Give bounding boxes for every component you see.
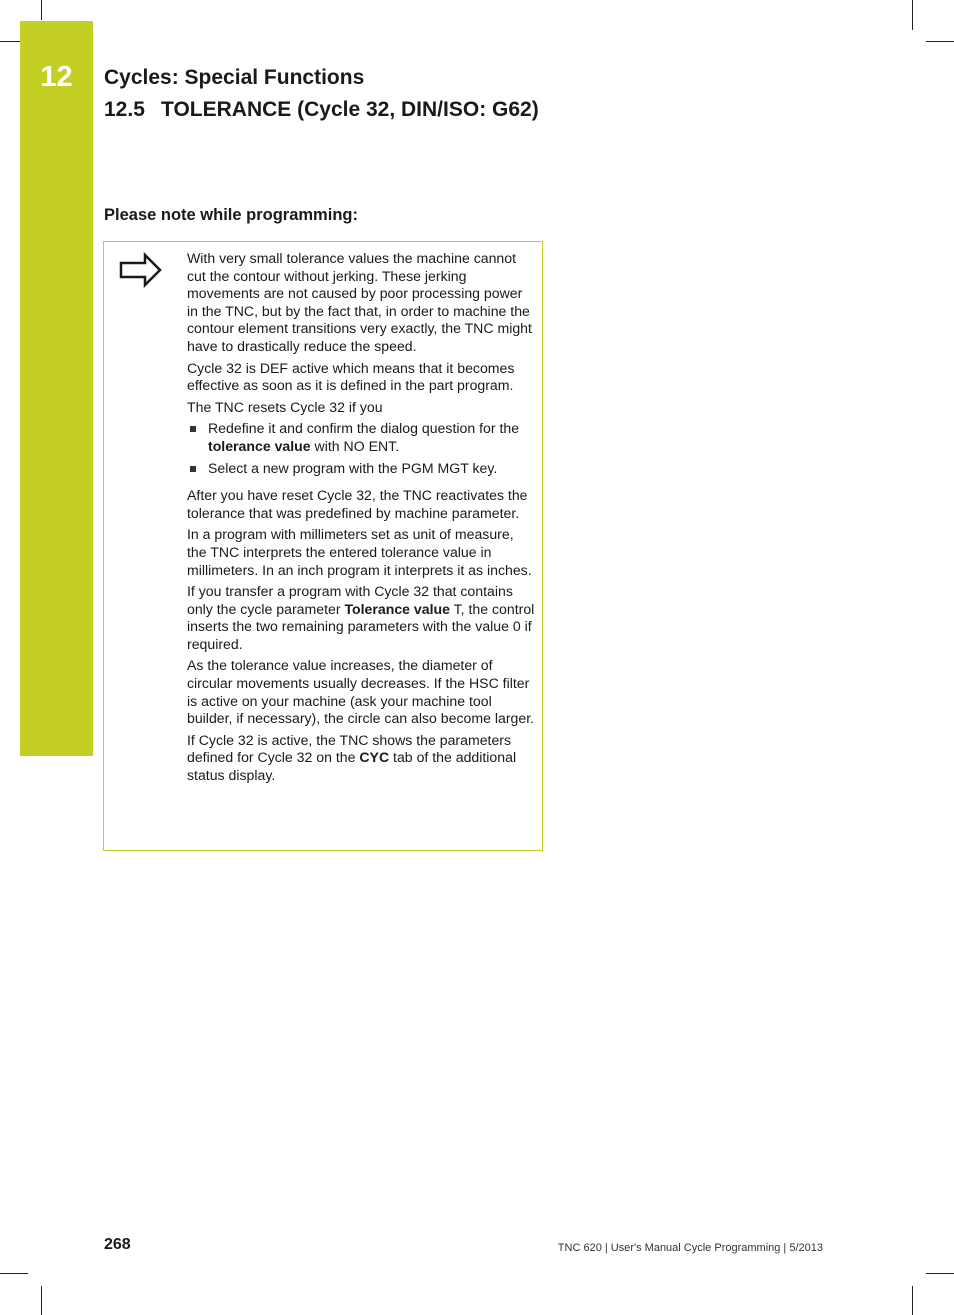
note-content [187, 250, 537, 789]
note-paragraph: With very small tolerance values the machine cannot cut the contour without jerking. These jerking movements are not caused by poor processing power in the TNC, but by the fact that, in order to machine the contour element transitions very exactly, the TNC might have to drastically reduce the speed. [187, 250, 532, 354]
note-paragraph: The TNC resets Cycle 32 if you [187, 398, 383, 415]
crop-mark [912, 1286, 913, 1315]
note-paragraph: After you have reset Cycle 32, the TNC reactivates the tolerance that was predefined by machine parameter. [187, 487, 528, 521]
bullet-icon [190, 466, 196, 472]
parameter-name: Tolerance value [344, 600, 450, 617]
section-title [104, 98, 539, 122]
crop-mark [926, 1273, 954, 1274]
note-paragraph: If Cycle 32 is active, the TNC shows the parameters defined for Cycle 32 on the CYC tab of the additional status display. [187, 731, 517, 784]
right-arrow-icon [119, 252, 163, 288]
note-paragraph: In a program with millimeters set as unit of measure, the TNC interprets the entered tolerance value in millimeters. In an inch program it interprets it as inches. [187, 526, 532, 578]
note-paragraph: If you transfer a program with Cycle 32 that contains only the cycle parameter Tolerance value T, the control inserts the two remaining parameters with the value 0 if required. [187, 583, 535, 652]
section-title-text: TOLERANCE (Cycle 32, DIN/ISO: G62) [161, 98, 539, 121]
parameter-name: tolerance value [208, 437, 311, 454]
note-paragraph: Cycle 32 is DEF active which means that it becomes effective as soon as it is defined in the part program. [187, 359, 515, 394]
crop-mark [926, 41, 954, 42]
crop-mark [0, 1273, 28, 1274]
crop-mark [41, 0, 42, 20]
crop-mark [41, 1286, 42, 1315]
chapter-number: 12 [40, 61, 73, 93]
note-box [103, 241, 543, 851]
section-number: 12.5 [104, 98, 145, 121]
crop-mark [912, 0, 913, 30]
list-item: Redefine it and confirm the dialog question for the tolerance value with NO ENT. [187, 420, 537, 455]
subheading: Please note while programming: [104, 206, 358, 224]
tab-name: CYC [359, 749, 390, 766]
footer-text: TNC 620 | User's Manual Cycle Programming | 5/2013 [557, 1242, 823, 1254]
reset-conditions-list [187, 420, 537, 477]
chapter-title: Cycles: Special Functions [104, 66, 365, 89]
list-item: Select a new program with the PGM MGT key. [187, 460, 537, 478]
crop-mark [0, 41, 20, 42]
bullet-icon [190, 426, 196, 432]
chapter-tab [20, 21, 93, 756]
note-paragraph: As the tolerance value increases, the diameter of circular movements usually decreases. If the HSC filter is active on your machine (ask your machine tool builder, if necessary), the circle can also become larger. [187, 657, 535, 727]
page-number: 268 [104, 1236, 131, 1253]
